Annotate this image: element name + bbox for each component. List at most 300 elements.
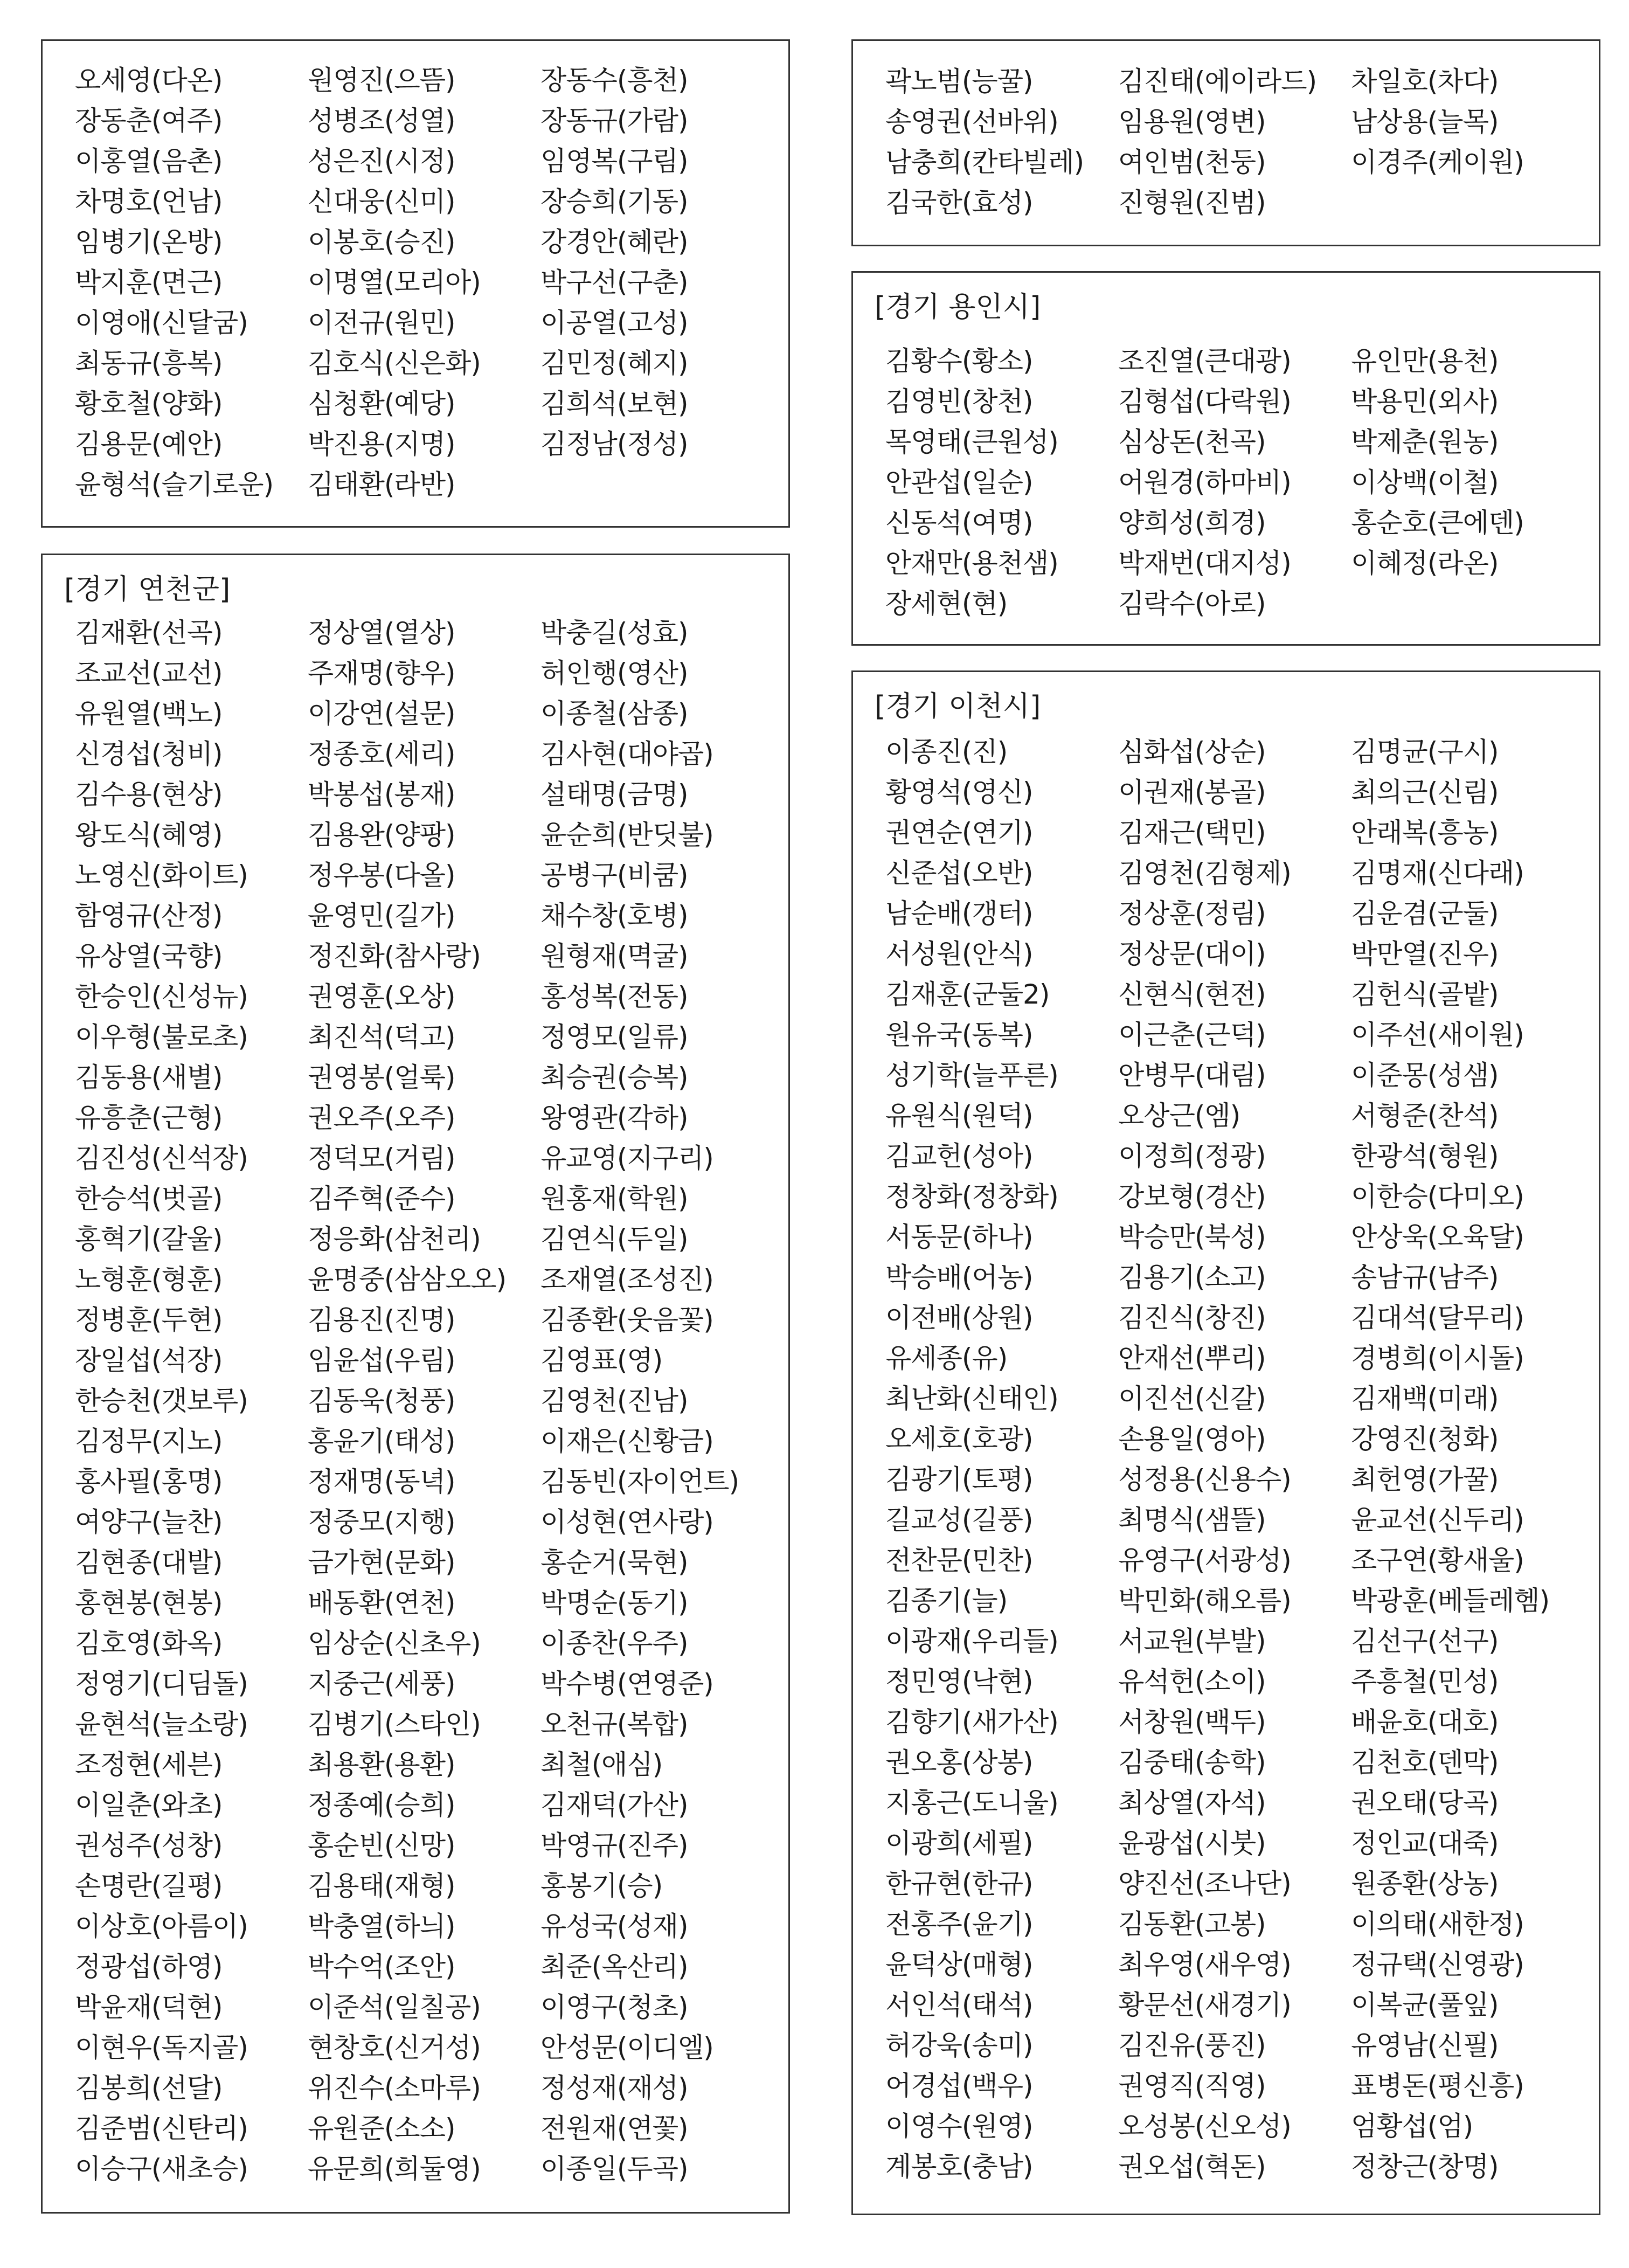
member-name: 김희석(보현) bbox=[540, 388, 688, 419]
member-name: 정상열(열상) bbox=[308, 617, 455, 648]
member-name: 권영훈(오상) bbox=[308, 981, 455, 1012]
member-name: 서창원(백두) bbox=[1118, 1706, 1266, 1738]
member-name: 김연식(두일) bbox=[540, 1223, 688, 1255]
member-name: 오천규(복합) bbox=[540, 1709, 688, 1740]
region-heading-yeoncheon: [경기 연천군] bbox=[64, 573, 231, 606]
member-name: 경병희(이시돌) bbox=[1351, 1343, 1524, 1374]
member-name: 전홍주(윤기) bbox=[885, 1909, 1033, 1940]
member-name: 원유국(동복) bbox=[885, 1019, 1033, 1050]
member-name: 유문희(희둘영) bbox=[308, 2153, 481, 2184]
member-name: 조재열(조성진) bbox=[540, 1264, 713, 1295]
member-name: 이정희(정광) bbox=[1118, 1140, 1266, 1172]
member-name: 이준석(일칠공) bbox=[308, 1992, 481, 2023]
member-name: 노영신(화이트) bbox=[75, 860, 248, 891]
member-name: 조교선(교선) bbox=[75, 658, 223, 689]
member-name: 권오홍(상봉) bbox=[885, 1747, 1033, 1778]
member-name: 권영봉(얼룩) bbox=[308, 1062, 455, 1093]
member-name: 한규현(한규) bbox=[885, 1868, 1033, 1899]
member-name: 이전규(원민) bbox=[308, 307, 455, 338]
member-name: 심화섭(상순) bbox=[1118, 736, 1266, 767]
member-name: 이홍열(음촌) bbox=[75, 146, 223, 177]
member-name: 한승천(갯보루) bbox=[75, 1385, 248, 1416]
member-name: 김영천(진남) bbox=[540, 1385, 688, 1416]
member-name: 박민화(해오름) bbox=[1118, 1585, 1291, 1616]
member-name: 안재선(뿌리) bbox=[1118, 1343, 1266, 1374]
member-name: 홍혁기(갈울) bbox=[75, 1223, 223, 1255]
member-name: 김봉희(선달) bbox=[75, 2072, 223, 2104]
member-name: 함영규(산정) bbox=[75, 900, 223, 931]
member-name: 정인교(대죽) bbox=[1351, 1828, 1499, 1859]
member-name: 장승희(기동) bbox=[540, 186, 688, 217]
region-heading-yongin: [경기 용인시] bbox=[875, 291, 1041, 323]
member-name: 권오태(당곡) bbox=[1351, 1787, 1499, 1818]
member-name: 김용완(양팡) bbox=[308, 819, 455, 850]
member-name: 임병기(온방) bbox=[75, 226, 223, 258]
member-name: 원종환(상농) bbox=[1351, 1868, 1499, 1899]
member-name: 김락수(아로) bbox=[1118, 588, 1266, 619]
member-name: 신동석(여명) bbox=[885, 507, 1033, 538]
member-name: 정재명(동녁) bbox=[308, 1466, 455, 1497]
member-name: 양진선(조나단) bbox=[1118, 1868, 1291, 1899]
member-name: 김천호(덴막) bbox=[1351, 1747, 1499, 1778]
member-name: 김광기(토평) bbox=[885, 1464, 1033, 1495]
member-name: 김진식(창진) bbox=[1118, 1302, 1266, 1333]
member-name: 정병훈(두현) bbox=[75, 1304, 223, 1336]
member-name: 정중모(지행) bbox=[308, 1506, 455, 1538]
member-name: 이종일(두곡) bbox=[540, 2153, 688, 2184]
member-name: 유세종(유) bbox=[885, 1343, 1008, 1374]
member-name: 송남규(남주) bbox=[1351, 1262, 1499, 1293]
member-name: 이영애(신달굼) bbox=[75, 307, 248, 338]
member-name: 이전배(상원) bbox=[885, 1302, 1033, 1333]
member-name: 홍현봉(현봉) bbox=[75, 1587, 223, 1619]
member-name: 최헌영(가꿀) bbox=[1351, 1464, 1499, 1495]
member-name: 권오섭(혁돈) bbox=[1118, 2151, 1266, 2182]
member-name: 홍순빈(신망) bbox=[308, 1830, 455, 1861]
member-name: 김재덕(가산) bbox=[540, 1789, 688, 1821]
member-name: 차명호(언남) bbox=[75, 186, 223, 217]
member-name: 김호식(신은화) bbox=[308, 348, 481, 379]
member-name: 이성현(연사랑) bbox=[540, 1506, 713, 1538]
member-name: 이진선(신갈) bbox=[1118, 1383, 1266, 1414]
member-name: 이강연(설문) bbox=[308, 698, 455, 729]
member-name: 박수병(연영준) bbox=[540, 1668, 713, 1699]
member-name: 박광훈(베들레헴) bbox=[1351, 1585, 1550, 1616]
member-name: 김진유(풍진) bbox=[1118, 2030, 1266, 2061]
member-name: 유석헌(소이) bbox=[1118, 1666, 1266, 1697]
member-name: 안성문(이디엘) bbox=[540, 2032, 713, 2063]
member-name: 홍순호(큰에덴) bbox=[1351, 507, 1524, 538]
member-name: 임용원(영변) bbox=[1118, 106, 1266, 137]
member-name: 이우형(불로초) bbox=[75, 1021, 248, 1053]
member-name: 안관섭(일순) bbox=[885, 467, 1033, 498]
member-name: 유교영(지구리) bbox=[540, 1143, 713, 1174]
member-name: 정종예(승희) bbox=[308, 1789, 455, 1821]
member-name: 최진석(덕고) bbox=[308, 1021, 455, 1053]
member-name: 성정용(신용수) bbox=[1118, 1464, 1291, 1495]
member-name: 엄황섭(엄) bbox=[1351, 2111, 1473, 2142]
member-name: 정종호(세리) bbox=[308, 738, 455, 770]
member-name: 황영석(영신) bbox=[885, 777, 1033, 808]
member-name: 안재만(용천샘) bbox=[885, 548, 1058, 579]
member-name: 김현종(대발) bbox=[75, 1547, 223, 1578]
member-name: 이의태(새한정) bbox=[1351, 1909, 1524, 1940]
member-name: 박만열(진우) bbox=[1351, 938, 1499, 970]
member-name: 손용일(영아) bbox=[1118, 1423, 1266, 1455]
name-grid bbox=[885, 732, 1593, 2187]
member-name: 허인행(영산) bbox=[540, 658, 688, 689]
member-name: 김동빈(자이언트) bbox=[540, 1466, 739, 1497]
member-name: 강영진(청화) bbox=[1351, 1423, 1499, 1455]
member-name: 성기학(늘푸른) bbox=[885, 1060, 1058, 1091]
member-name: 이권재(봉골) bbox=[1118, 777, 1266, 808]
member-name: 김사현(대야곱) bbox=[540, 738, 713, 770]
member-name: 김준범(신탄리) bbox=[75, 2113, 248, 2144]
member-name: 김교헌(성아) bbox=[885, 1140, 1033, 1172]
member-name: 김영빈(창천) bbox=[885, 386, 1033, 417]
member-name: 이복균(풀잎) bbox=[1351, 1989, 1499, 2021]
member-name: 이봉호(승진) bbox=[308, 226, 455, 258]
member-name: 이일춘(와초) bbox=[75, 1789, 223, 1821]
member-name: 서동문(하나) bbox=[885, 1221, 1033, 1253]
member-name: 정영모(일류) bbox=[540, 1021, 688, 1053]
region-heading-icheon: [경기 이천시] bbox=[875, 690, 1041, 723]
member-name: 장동규(가람) bbox=[540, 105, 688, 136]
member-name: 안래복(흥농) bbox=[1351, 817, 1499, 848]
member-name: 서성원(안식) bbox=[885, 938, 1033, 970]
member-name: 왕영관(각하) bbox=[540, 1102, 688, 1133]
member-name: 김민정(혜지) bbox=[540, 348, 688, 379]
member-name: 정광섭(하영) bbox=[75, 1951, 223, 1982]
member-name: 윤형석(슬기로운) bbox=[75, 469, 274, 500]
member-name: 홍윤기(태성) bbox=[308, 1426, 455, 1457]
member-name: 박구선(구춘) bbox=[540, 267, 688, 298]
member-name: 황문선(새경기) bbox=[1118, 1989, 1291, 2021]
member-name: 김명균(구시) bbox=[1351, 736, 1499, 767]
member-name: 주흥철(민성) bbox=[1351, 1666, 1499, 1697]
member-name: 김용기(소고) bbox=[1118, 1262, 1266, 1293]
member-name: 신준섭(오반) bbox=[885, 858, 1033, 889]
member-name: 한광석(형원) bbox=[1351, 1140, 1499, 1172]
member-name: 윤순희(반딧불) bbox=[540, 819, 713, 850]
member-name: 박승만(북성) bbox=[1118, 1221, 1266, 1253]
member-name: 주재명(향우) bbox=[308, 658, 455, 689]
member-name: 신현식(현전) bbox=[1118, 979, 1266, 1010]
member-name: 김중태(송학) bbox=[1118, 1747, 1266, 1778]
name-grid bbox=[885, 341, 1593, 624]
member-name: 정진화(참사랑) bbox=[308, 941, 481, 972]
member-name: 박명순(동기) bbox=[540, 1587, 688, 1619]
member-name: 정상훈(정림) bbox=[1118, 898, 1266, 929]
member-name: 여양구(늘찬) bbox=[75, 1506, 223, 1538]
member-name: 배동환(연천) bbox=[308, 1587, 455, 1619]
member-name: 권성주(성창) bbox=[75, 1830, 223, 1861]
member-name: 윤덕상(매형) bbox=[885, 1949, 1033, 1980]
member-name: 장동수(흥천) bbox=[540, 65, 688, 96]
member-name: 박용민(외사) bbox=[1351, 386, 1499, 417]
member-name: 박봉섭(봉재) bbox=[308, 779, 455, 810]
member-name: 정우봉(다올) bbox=[308, 860, 455, 891]
member-name: 이광희(세필) bbox=[885, 1828, 1033, 1859]
member-name: 홍성복(전동) bbox=[540, 981, 688, 1012]
member-name: 서형준(찬석) bbox=[1351, 1100, 1499, 1131]
member-name: 김병기(스타인) bbox=[308, 1709, 481, 1740]
member-name: 유상열(국향) bbox=[75, 941, 223, 972]
member-name: 김수용(현상) bbox=[75, 779, 223, 810]
member-name: 정규택(신영광) bbox=[1351, 1949, 1524, 1980]
member-name: 박충열(하늬) bbox=[308, 1911, 455, 1942]
member-name: 김동용(새별) bbox=[75, 1062, 223, 1093]
member-name: 이종찬(우주) bbox=[540, 1628, 688, 1659]
member-name: 최난화(신태인) bbox=[885, 1383, 1058, 1414]
member-name: 정민영(낙현) bbox=[885, 1666, 1033, 1697]
member-name: 최철(애심) bbox=[540, 1749, 663, 1780]
member-name: 조정현(세븐) bbox=[75, 1749, 223, 1780]
member-name: 이명열(모리아) bbox=[308, 267, 481, 298]
member-name: 이공열(고성) bbox=[540, 307, 688, 338]
member-name: 양희성(희경) bbox=[1118, 507, 1266, 538]
member-name: 정창근(창명) bbox=[1351, 2151, 1499, 2182]
member-name: 김헌식(골밭) bbox=[1351, 979, 1499, 1010]
member-name: 배윤호(대호) bbox=[1351, 1706, 1499, 1738]
member-name: 김황수(황소) bbox=[885, 345, 1033, 377]
member-name: 홍사필(홍명) bbox=[75, 1466, 223, 1497]
member-name: 김진태(에이라드) bbox=[1118, 66, 1317, 97]
member-name: 오상근(엠) bbox=[1118, 1100, 1240, 1131]
member-name: 목영태(큰원성) bbox=[885, 426, 1058, 458]
member-name: 강경안(혜란) bbox=[540, 226, 688, 258]
member-name: 신대웅(신미) bbox=[308, 186, 455, 217]
member-name: 최승권(승복) bbox=[540, 1062, 688, 1093]
member-name: 김주혁(준수) bbox=[308, 1183, 455, 1214]
member-name: 어경섭(백우) bbox=[885, 2070, 1033, 2101]
member-name: 오세호(호광) bbox=[885, 1423, 1033, 1455]
member-name: 최준(옥산리) bbox=[540, 1951, 688, 1982]
member-name: 왕도식(혜영) bbox=[75, 819, 223, 850]
member-name: 한승인(신성뉴) bbox=[75, 981, 248, 1012]
member-name: 김국한(효성) bbox=[885, 187, 1033, 218]
member-name: 정상문(대이) bbox=[1118, 938, 1266, 970]
member-name: 이혜정(라온) bbox=[1351, 548, 1499, 579]
name-grid bbox=[75, 60, 783, 505]
member-name: 권영직(직영) bbox=[1118, 2070, 1266, 2101]
member-name: 유원준(소소) bbox=[308, 2113, 455, 2144]
member-name: 김운겸(군둘) bbox=[1351, 898, 1499, 929]
member-name: 최의근(신림) bbox=[1351, 777, 1499, 808]
member-name: 윤현석(늘소랑) bbox=[75, 1709, 248, 1740]
member-name: 정영기(디딤돌) bbox=[75, 1668, 248, 1699]
member-name: 강보형(경산) bbox=[1118, 1181, 1266, 1212]
member-name: 김동환(고봉) bbox=[1118, 1909, 1266, 1940]
member-name: 안상욱(오육달) bbox=[1351, 1221, 1524, 1253]
member-name: 윤교선(신두리) bbox=[1351, 1504, 1524, 1536]
member-name: 김대석(달무리) bbox=[1351, 1302, 1524, 1333]
member-name: 홍순거(묵현) bbox=[540, 1547, 688, 1578]
member-name: 김재훈(군둘2) bbox=[885, 979, 1050, 1010]
member-name: 윤광섭(시붓) bbox=[1118, 1828, 1266, 1859]
member-name: 박승배(어농) bbox=[885, 1262, 1033, 1293]
member-name: 정창화(정창화) bbox=[885, 1181, 1058, 1212]
member-name: 채수창(호병) bbox=[540, 900, 688, 931]
name-grid bbox=[75, 613, 783, 2189]
member-name: 원형재(멱굴) bbox=[540, 941, 688, 972]
member-name: 김정남(정성) bbox=[540, 428, 688, 460]
member-name: 조진열(큰대광) bbox=[1118, 345, 1291, 377]
member-name: 여인범(천둥) bbox=[1118, 147, 1266, 178]
member-name: 박영규(진주) bbox=[540, 1830, 688, 1861]
member-name: 현창호(신거성) bbox=[308, 2032, 481, 2063]
member-name: 정성재(재성) bbox=[540, 2072, 688, 2104]
member-name: 이종진(진) bbox=[885, 736, 1008, 767]
member-name: 계봉호(충남) bbox=[885, 2151, 1033, 2182]
member-name: 김용문(예안) bbox=[75, 428, 223, 460]
member-name: 남순배(갱터) bbox=[885, 898, 1033, 929]
member-name: 성병조(성열) bbox=[308, 105, 455, 136]
member-name: 금가현(문화) bbox=[308, 1547, 455, 1578]
member-name: 서인석(태석) bbox=[885, 1989, 1033, 2021]
member-name: 김선구(선구) bbox=[1351, 1626, 1499, 1657]
member-name: 장동춘(여주) bbox=[75, 105, 223, 136]
member-name: 권오주(오주) bbox=[308, 1102, 455, 1133]
member-name: 임상순(신초우) bbox=[308, 1628, 481, 1659]
name-list-box-continued bbox=[41, 39, 790, 528]
member-name: 손명란(길평) bbox=[75, 1870, 223, 1901]
member-name: 어원경(하마비) bbox=[1118, 467, 1291, 498]
member-name: 유영구(서광성) bbox=[1118, 1545, 1291, 1576]
member-name: 김향기(새가산) bbox=[885, 1706, 1058, 1738]
member-name: 김영천(김형제) bbox=[1118, 858, 1291, 889]
member-name: 이경주(케이원) bbox=[1351, 147, 1524, 178]
member-name: 김재근(택민) bbox=[1118, 817, 1266, 848]
member-name: 박수억(조안) bbox=[308, 1951, 455, 1982]
member-name: 전찬문(민찬) bbox=[885, 1545, 1033, 1576]
member-name: 이상호(아름이) bbox=[75, 1911, 248, 1942]
member-name: 위진수(소마루) bbox=[308, 2072, 481, 2104]
member-name: 이종철(삼종) bbox=[540, 698, 688, 729]
member-name: 이한승(다미오) bbox=[1351, 1181, 1524, 1212]
member-name: 윤영민(길가) bbox=[308, 900, 455, 931]
member-name: 임윤섭(우림) bbox=[308, 1345, 455, 1376]
member-name: 전원재(연꽃) bbox=[540, 2113, 688, 2144]
member-name: 공병구(비쿰) bbox=[540, 860, 688, 891]
member-name: 원홍재(학원) bbox=[540, 1183, 688, 1214]
member-name: 김형섭(다락원) bbox=[1118, 386, 1291, 417]
member-name: 권연순(연기) bbox=[885, 817, 1033, 848]
member-name: 유성국(성재) bbox=[540, 1911, 688, 1942]
member-name: 김태환(라반) bbox=[308, 469, 455, 500]
member-name: 최명식(샘뜰) bbox=[1118, 1504, 1266, 1536]
member-name: 최우영(새우영) bbox=[1118, 1949, 1291, 1980]
member-name: 오성봉(신오성) bbox=[1118, 2111, 1291, 2142]
member-name: 김용진(진명) bbox=[308, 1304, 455, 1336]
member-name: 이현우(독지골) bbox=[75, 2032, 248, 2063]
member-name: 박재번(대지성) bbox=[1118, 548, 1291, 579]
member-name: 박윤재(덕현) bbox=[75, 1992, 223, 2023]
member-name: 김호영(화옥) bbox=[75, 1628, 223, 1659]
member-name: 박지훈(면근) bbox=[75, 267, 223, 298]
member-name: 남상용(늘목) bbox=[1351, 106, 1499, 137]
member-name: 유흥춘(근형) bbox=[75, 1102, 223, 1133]
member-name: 지중근(세풍) bbox=[308, 1668, 455, 1699]
member-name: 장세현(현) bbox=[885, 588, 1008, 619]
member-name: 표병돈(평신흥) bbox=[1351, 2070, 1524, 2101]
member-name: 이준몽(성샘) bbox=[1351, 1060, 1499, 1091]
member-name: 허강욱(송미) bbox=[885, 2030, 1033, 2061]
member-name: 유영남(신필) bbox=[1351, 2030, 1499, 2061]
member-name: 길교성(길풍) bbox=[885, 1504, 1033, 1536]
member-name: 최상열(자석) bbox=[1118, 1787, 1266, 1818]
member-name: 남충희(칸타빌레) bbox=[885, 147, 1084, 178]
member-name: 송영권(선바위) bbox=[885, 106, 1058, 137]
member-name: 이근춘(근덕) bbox=[1118, 1019, 1266, 1050]
member-name: 박충길(성효) bbox=[540, 617, 688, 648]
member-name: 홍봉기(승) bbox=[540, 1870, 663, 1901]
member-name: 안병무(대림) bbox=[1118, 1060, 1266, 1091]
member-name: 김영표(영) bbox=[540, 1345, 663, 1376]
member-name: 이영수(원영) bbox=[885, 2111, 1033, 2142]
member-name: 김진성(신석장) bbox=[75, 1143, 248, 1174]
member-name: 유인만(용천) bbox=[1351, 345, 1499, 377]
member-name: 이상백(이철) bbox=[1351, 467, 1499, 498]
name-list-box-yongin bbox=[851, 271, 1600, 646]
member-name: 서교원(부발) bbox=[1118, 1626, 1266, 1657]
member-name: 김명재(신다래) bbox=[1351, 858, 1524, 889]
member-name: 곽노범(능꿀) bbox=[885, 66, 1033, 97]
member-name: 이영구(청초) bbox=[540, 1992, 688, 2023]
member-name: 심청환(예당) bbox=[308, 388, 455, 419]
member-name: 김재환(선곡) bbox=[75, 617, 223, 648]
member-name: 지홍근(도니울) bbox=[885, 1787, 1058, 1818]
member-name: 박진용(지명) bbox=[308, 428, 455, 460]
member-name: 최용환(용환) bbox=[308, 1749, 455, 1780]
member-name: 윤명중(삼삼오오) bbox=[308, 1264, 507, 1295]
member-name: 김동욱(청풍) bbox=[308, 1385, 455, 1416]
member-name: 진형원(진범) bbox=[1118, 187, 1266, 218]
name-list-box-icheon bbox=[851, 670, 1600, 2215]
member-name: 황호철(양화) bbox=[75, 388, 223, 419]
member-name: 설태명(금명) bbox=[540, 779, 688, 810]
member-name: 이광재(우리들) bbox=[885, 1626, 1058, 1657]
member-name: 김종기(늘) bbox=[885, 1585, 1008, 1616]
member-name: 유원열(백노) bbox=[75, 698, 223, 729]
member-name: 박제춘(원농) bbox=[1351, 426, 1499, 458]
member-name: 오세영(다온) bbox=[75, 65, 223, 96]
member-name: 김용태(재형) bbox=[308, 1870, 455, 1901]
member-name: 원영진(으뜸) bbox=[308, 65, 455, 96]
member-name: 신경섭(청비) bbox=[75, 738, 223, 770]
member-name: 정덕모(거림) bbox=[308, 1143, 455, 1174]
member-name: 장일섭(석장) bbox=[75, 1345, 223, 1376]
member-name: 노형훈(형훈) bbox=[75, 1264, 223, 1295]
name-grid bbox=[885, 61, 1593, 223]
member-name: 정응화(삼천리) bbox=[308, 1223, 481, 1255]
member-name: 성은진(시정) bbox=[308, 146, 455, 177]
member-name: 유원식(원덕) bbox=[885, 1100, 1033, 1131]
member-name: 김재백(미래) bbox=[1351, 1383, 1499, 1414]
member-name: 이재은(신황금) bbox=[540, 1426, 713, 1457]
member-name: 김정무(지노) bbox=[75, 1426, 223, 1457]
name-list-box-continued-right bbox=[851, 39, 1600, 246]
member-name: 심상돈(천곡) bbox=[1118, 426, 1266, 458]
member-name: 차일호(차다) bbox=[1351, 66, 1499, 97]
member-name: 한승석(벗골) bbox=[75, 1183, 223, 1214]
member-name: 임영복(구림) bbox=[540, 146, 688, 177]
name-list-box-yeoncheon bbox=[41, 554, 790, 2214]
member-name: 이주선(새이원) bbox=[1351, 1019, 1524, 1050]
member-name: 조구연(황새울) bbox=[1351, 1545, 1524, 1576]
member-name: 최동규(흥복) bbox=[75, 348, 223, 379]
member-name: 이승구(새초승) bbox=[75, 2153, 248, 2184]
